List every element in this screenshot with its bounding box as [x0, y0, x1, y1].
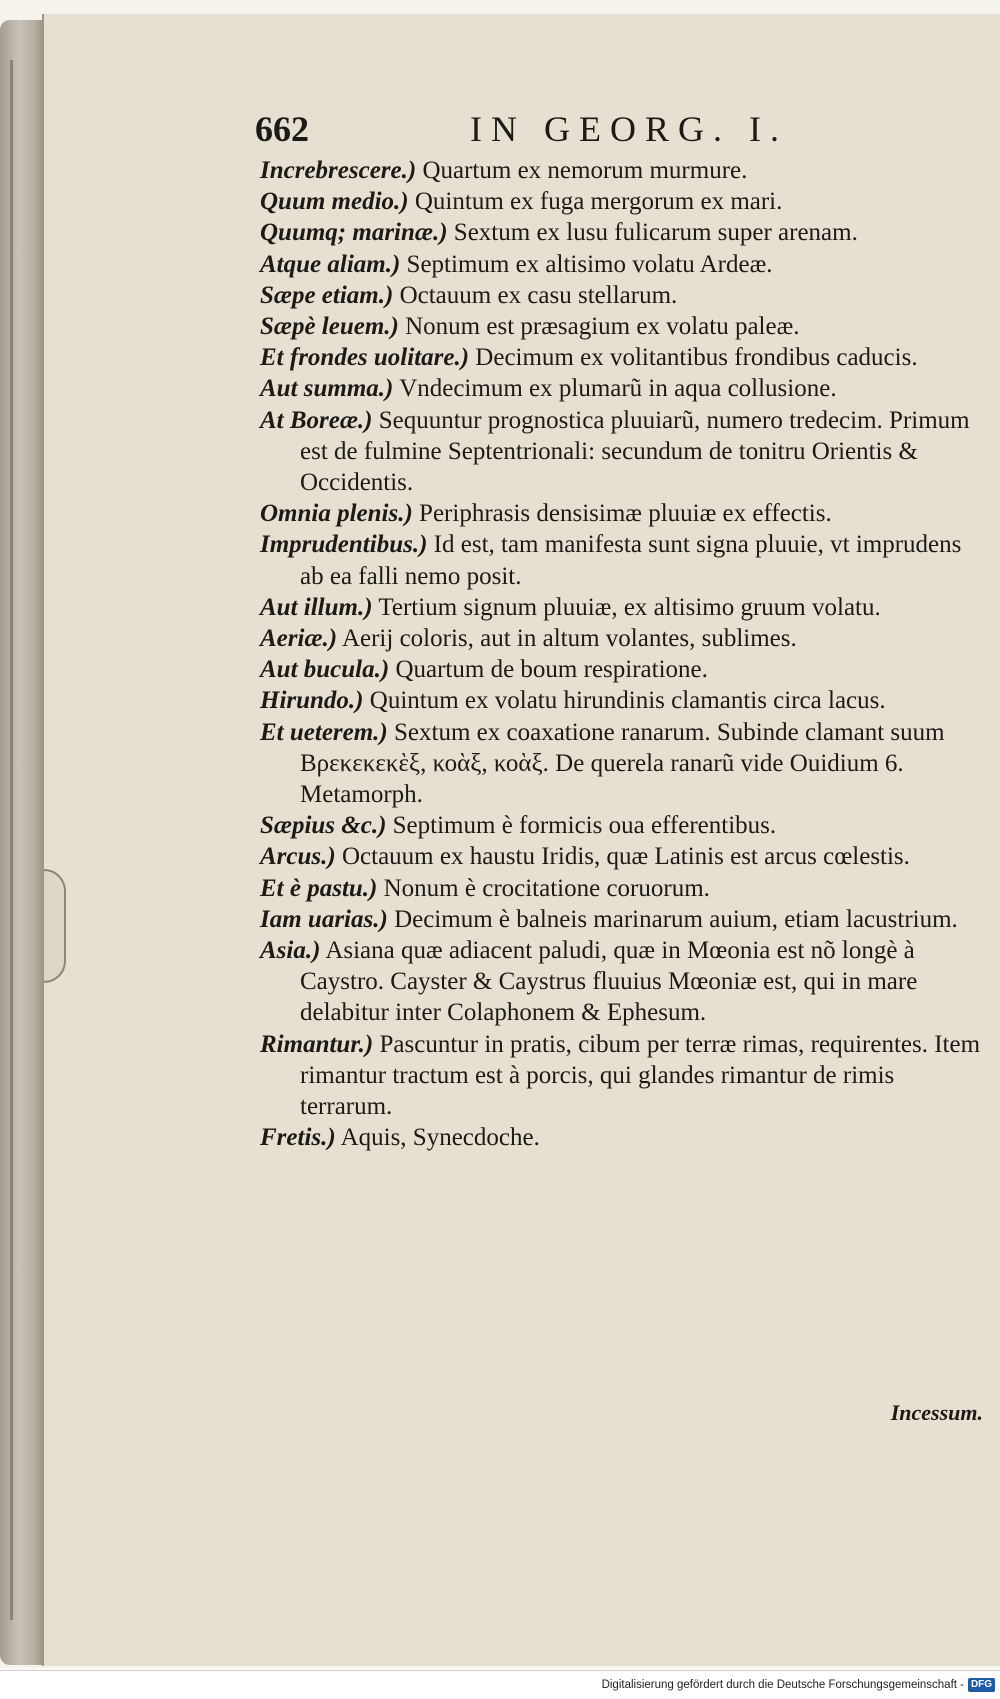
entry-lemma: Et frondes uolitare.): [260, 344, 470, 372]
funding-credit: Digitalisierung gefördert durch die Deutsche Forschungsgemeinschaft -: [601, 1679, 964, 1691]
entry-text: Septimum è formicis oua efferentibus.: [392, 812, 777, 840]
entry-lemma: Sæpè leuem.): [260, 313, 399, 341]
commentary-entry: [260, 155, 990, 186]
entry-text: Aerij coloris, aut in altum volantes, sublimes.: [341, 625, 797, 653]
thumb-clip: [44, 869, 66, 983]
entry-lemma: Aut summa.): [260, 375, 394, 403]
commentary-entry: [260, 373, 990, 404]
entry-text: Id est, tam manifesta sunt signa pluuie, vt imprudens ab ea falli nemo posit.: [300, 531, 962, 590]
commentary-entry: [260, 498, 990, 529]
entry-text: Quintum ex volatu hirundinis clamantis circa lacus.: [369, 687, 886, 715]
entry-text: Octauum ex haustu Iridis, quæ Latinis est arcus cœlestis.: [341, 843, 910, 871]
commentary-entry: [260, 280, 990, 311]
commentary-entry: [260, 654, 990, 685]
entry-lemma: Aut illum.): [260, 593, 373, 621]
commentary-text: [260, 155, 990, 1154]
dfg-logo: DFG: [968, 1678, 995, 1692]
entry-text: Octauum ex casu stellarum.: [399, 281, 678, 309]
entry-text: Nonum è crocitatione coruorum.: [383, 874, 710, 902]
running-head: IN GEORG. I.: [470, 109, 788, 149]
entry-lemma: Sæpe etiam.): [260, 281, 394, 309]
commentary-entry: [260, 592, 990, 623]
commentary-entry: [260, 1122, 990, 1153]
entry-text: Septimum ex altisimo volatu Ardeæ.: [406, 250, 773, 278]
entry-text: Nonum est præsagium ex volatu paleæ.: [405, 313, 800, 341]
entry-text: Sextum ex coaxatione ranarum. Subinde clamant suum Βρεκεκεκὲξ, κοὰξ, κοὰξ. De querela ranarũ vide Ouidium 6. Metamorph.: [300, 718, 945, 809]
entry-lemma: Et è pastu.): [260, 874, 378, 902]
entry-lemma: Quumq; marinæ.): [260, 219, 448, 247]
entry-text: Asiana quæ adiacent paludi, quæ in Mœonia est nõ longè à Caystro. Cayster & Caystrus fluuius Mœoniæ est, qui in mare delabitur inter Colaphonem & Ephesum.: [300, 937, 918, 1027]
entry-text: Tertium signum pluuiæ, ex altisimo gruum volatu.: [378, 593, 881, 621]
entry-lemma: Iam uarias.): [260, 905, 388, 933]
commentary-entry: [260, 1029, 990, 1123]
entry-lemma: Omnia plenis.): [260, 500, 413, 528]
catchword: Incessum.: [890, 1400, 983, 1425]
commentary-entry: [260, 935, 990, 1029]
commentary-entry: [260, 311, 990, 342]
entry-text: Quartum ex nemorum murmure.: [422, 157, 748, 184]
entry-lemma: Atque aliam.): [260, 250, 401, 278]
commentary-entry: [260, 342, 990, 373]
commentary-entry: [260, 841, 990, 872]
entry-lemma: Sæpius &c.): [260, 812, 387, 840]
entry-text: Decimum è balneis marinarum auium, etiam lacustrium.: [394, 905, 958, 933]
entry-text: Sextum ex lusu fulicarum super arenam.: [453, 219, 858, 247]
entry-text: Vndecimum ex plumarũ in aqua collusione.: [399, 375, 837, 403]
entry-text: Decimum ex volitantibus frondibus caducis.: [475, 344, 918, 372]
entry-text: Aquis, Synecdoche.: [340, 1124, 540, 1152]
entry-text: Quartum de boum respiratione.: [395, 656, 708, 684]
entry-text: Periphrasis densisimæ pluuiæ ex effectis.: [419, 500, 832, 528]
page-edge-line: [10, 60, 13, 1620]
commentary-entry: [260, 249, 990, 280]
entry-text: Pascuntur in pratis, cibum per terræ rimas, requirentes. Item rimantur tractum est à porcis, qui glandes rimantur de rimis terrarum.: [300, 1030, 981, 1121]
commentary-entry: [260, 623, 990, 654]
page-number: 662: [255, 109, 309, 149]
entry-lemma: Quum medio.): [260, 188, 409, 216]
commentary-entry: [260, 186, 990, 217]
entry-lemma: At Boreæ.): [260, 406, 373, 434]
commentary-entry: [260, 405, 990, 499]
entry-lemma: Arcus.): [260, 843, 336, 871]
commentary-entry: [260, 685, 990, 716]
commentary-entry: [260, 717, 990, 811]
entry-lemma: Aut bucula.): [260, 656, 390, 684]
commentary-entry: [260, 217, 990, 248]
entry-lemma: Fretis.): [260, 1124, 336, 1152]
entry-lemma: Imprudentibus.): [260, 531, 428, 559]
entry-text: Sequuntur prognostica pluuiarũ, numero tredecim. Primum est de fulmine Septentrionali: secundum de tonitru Orientis & Occidentis.: [300, 406, 970, 497]
commentary-entry: [260, 810, 990, 841]
commentary-entry: [260, 529, 990, 591]
commentary-entry: [260, 904, 990, 935]
entry-text: Quintum ex fuga mergorum ex mari.: [414, 188, 783, 216]
digitization-footer: [0, 1670, 1000, 1699]
entry-lemma: Asia.): [260, 937, 321, 965]
entry-lemma: Aeriæ.): [260, 625, 338, 653]
commentary-entry: [260, 873, 990, 904]
entry-lemma: Increbrescere.): [260, 157, 417, 184]
entry-lemma: Et ueterem.): [260, 718, 388, 746]
entry-lemma: Rimantur.): [260, 1030, 374, 1058]
entry-lemma: Hirundo.): [260, 687, 364, 715]
